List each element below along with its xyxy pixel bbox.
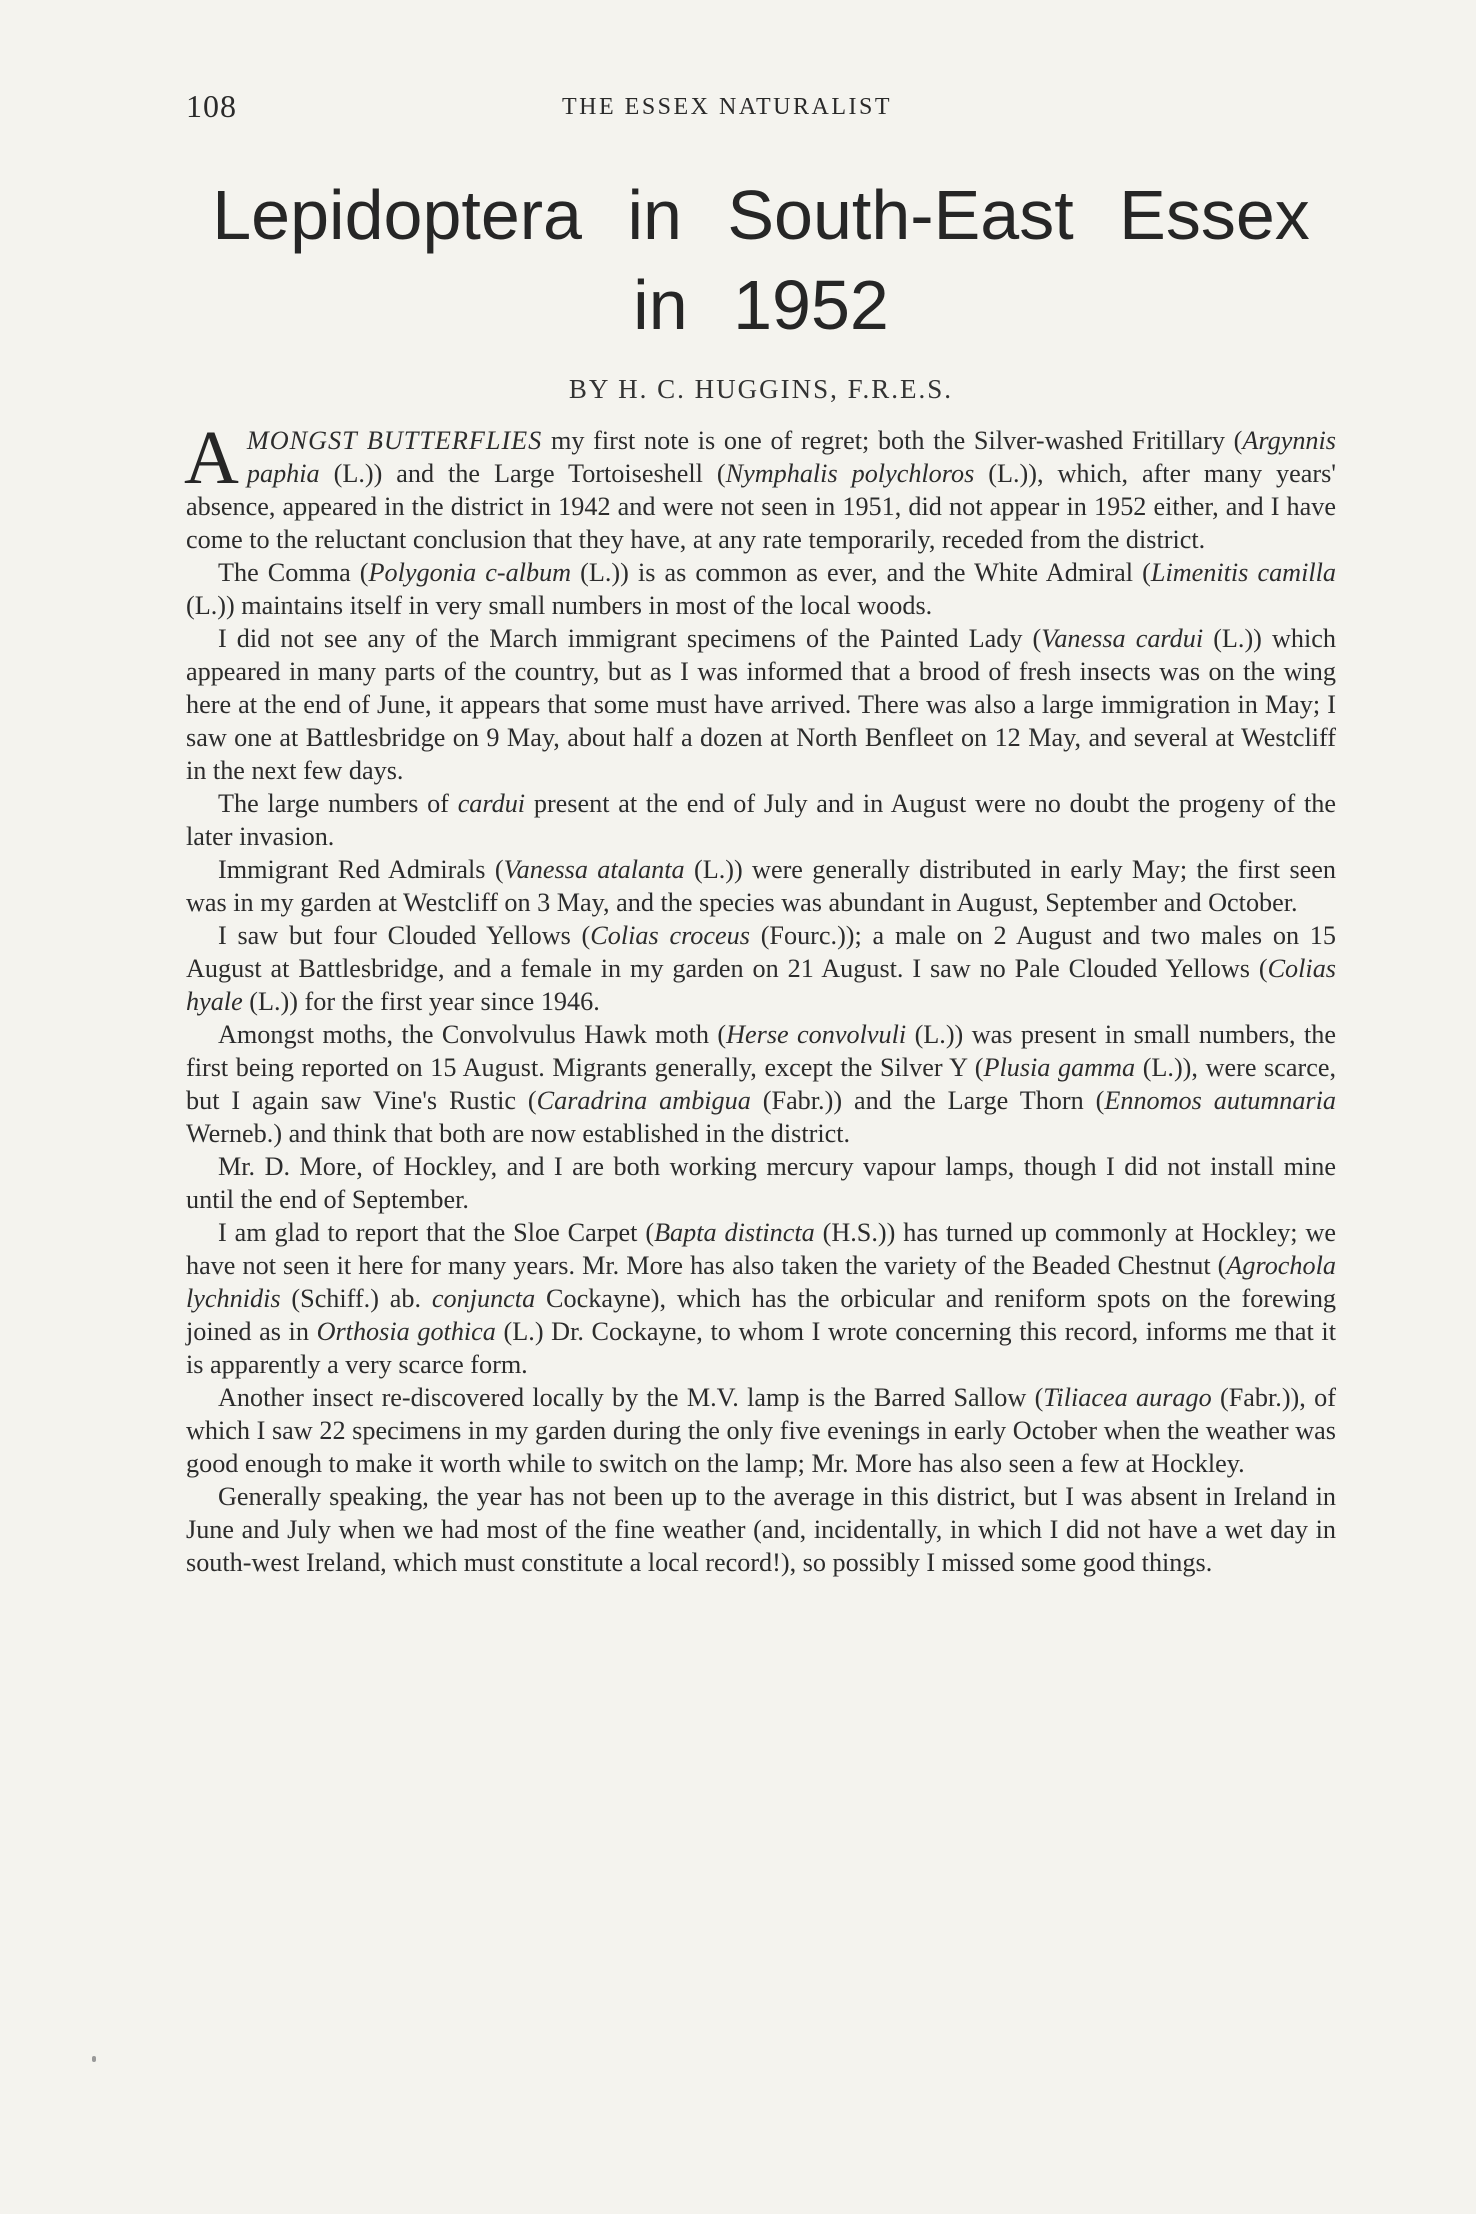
paragraph-1 bbox=[184, 416, 1336, 556]
species-name: Limenitis camilla bbox=[1150, 558, 1336, 587]
text-run: Another insect re-discovered locally by the M.V. lamp is the Barred Sallow ( bbox=[218, 1383, 1044, 1412]
paragraph-4 bbox=[186, 787, 1336, 853]
text-run: (Fabr.)) and the Large Thorn ( bbox=[750, 1086, 1105, 1115]
species-name: Caradrina ambigua bbox=[536, 1086, 751, 1115]
paragraph-10 bbox=[186, 1381, 1336, 1480]
drop-cap: A bbox=[184, 416, 239, 500]
text-run: present at the end of July and in August were no doubt the progeny of the later invasion. bbox=[186, 789, 1336, 851]
text-run: (L.)) maintains itself in very small numbers in most of the local woods. bbox=[186, 591, 933, 620]
species-name: Nymphalis polychloros bbox=[725, 459, 975, 488]
text-run: The large numbers of bbox=[218, 789, 458, 818]
article-title bbox=[186, 170, 1336, 350]
paragraph-2 bbox=[186, 556, 1336, 622]
paper-speck bbox=[92, 2056, 96, 2062]
text-run: I did not see any of the March immigrant specimens of the Painted Lady ( bbox=[218, 624, 1042, 653]
paragraph-8 bbox=[186, 1150, 1336, 1216]
paragraph-5 bbox=[186, 853, 1336, 919]
lead-in: MONGST BUTTERFLIES bbox=[246, 426, 543, 455]
species-name: conjuncta bbox=[431, 1284, 536, 1313]
species-name: Vanessa cardui bbox=[1041, 624, 1204, 653]
text-run: (H.S.)) has turned up commonly at Hockley; we have not seen it here for many years. Mr. More has also taken the variety of the Beaded Chestnut ( bbox=[186, 1218, 1337, 1280]
text-run: Immigrant Red Admirals ( bbox=[218, 855, 504, 884]
text-run: (L.)) was present in small numbers, the first being reported on 15 August. Migrants generally, except the Silver Y ( bbox=[186, 1020, 1336, 1082]
species-name: Tiliacea aurago bbox=[1043, 1383, 1212, 1412]
text-run: Amongst moths, the Convolvulus Hawk moth ( bbox=[218, 1020, 727, 1049]
text-run: I am glad to report that the Sloe Carpet ( bbox=[218, 1218, 655, 1247]
species-name: Orthosia gothica bbox=[316, 1317, 496, 1346]
paragraph-3 bbox=[186, 622, 1336, 787]
paragraph-11 bbox=[186, 1480, 1336, 1579]
species-name: Vanessa atalanta bbox=[503, 855, 685, 884]
article-title-line-1: Lepidoptera in South-East Essex bbox=[212, 176, 1310, 254]
text-run: my first note is one of regret; both the Silver-washed Fritillary ( bbox=[542, 426, 1243, 455]
species-name: cardui bbox=[457, 789, 526, 818]
page-number: 108 bbox=[186, 88, 237, 124]
species-name: Ennomos autumnaria bbox=[1104, 1086, 1336, 1115]
text-run: (Fabr.)), of which I saw 22 specimens in my garden during the only five evenings in early October when the weather was good enough to make it worth while to switch on the lamp; Mr. More has also seen a few at Hockley. bbox=[186, 1383, 1336, 1478]
text-run: Cockayne), which has the orbicular and reniform spots on the forewing joined as in bbox=[186, 1284, 1337, 1346]
text-run: The Comma ( bbox=[218, 558, 369, 587]
article-body bbox=[184, 416, 1337, 1579]
text-run: I saw but four Clouded Yellows ( bbox=[218, 921, 591, 950]
text-run: (L.) Dr. Cockayne, to whom I wrote concerning this record, informs me that it is apparently a very scarce form. bbox=[186, 1317, 1336, 1379]
paragraph-9 bbox=[186, 1216, 1336, 1381]
text-run: Generally speaking, the year has not been up to the average in this district, but I was absent in Ireland in June and July when we had most of the fine weather (and, incidentally, in which I did not have a wet day in south-west Ireland, which must constitute a local record!), so possibly I missed some good things. bbox=[186, 1482, 1336, 1577]
species-name: Plusia gamma bbox=[983, 1053, 1136, 1082]
text-run: Mr. D. More, of Hockley, and I are both working mercury vapour lamps, though I did not install mine until the end of September. bbox=[186, 1152, 1336, 1214]
text-run: (L.)) were generally distributed in early May; the first seen was in my garden at Westcliff on 3 May, and the species was abundant in August, September and October. bbox=[186, 855, 1336, 917]
species-name: Agrochola lychnidis bbox=[186, 1251, 1336, 1313]
text-run: (L.)) for the first year since 1946. bbox=[242, 987, 600, 1016]
author-byline: BY H. C. HUGGINS, F.R.E.S. bbox=[568, 374, 954, 404]
running-head bbox=[186, 88, 1336, 128]
species-name: Bapta distincta bbox=[654, 1218, 815, 1247]
journal-title: THE ESSEX NATURALIST bbox=[562, 94, 892, 120]
species-name: Argynnis paphia bbox=[246, 426, 1336, 488]
text-run: Werneb.) and think that both are now established in the district. bbox=[186, 1119, 851, 1148]
text-run: (Schiff.) ab. bbox=[280, 1284, 432, 1313]
species-name: Colias hyale bbox=[186, 954, 1336, 1016]
text-run: (L.)) is as common as ever, and the White Admiral ( bbox=[571, 558, 1151, 587]
text-run: (L.)), which, after many years' absence, appeared in the district in 1942 and were not seen in 1951, did not appear in 1952 either, and I have come to the reluctant conclusion that they have, at any rate temporarily, receded from the district. bbox=[186, 459, 1336, 554]
species-name: Herse convolvuli bbox=[726, 1020, 907, 1049]
text-run: (L.)) and the Large Tortoiseshell ( bbox=[319, 459, 726, 488]
species-name: Polygonia c-album bbox=[368, 558, 572, 587]
species-name: Colias croceus bbox=[590, 921, 750, 950]
text-run: (Fourc.)); a male on 2 August and two males on 15 August at Battlesbridge, and a female in my garden on 21 August. I saw no Pale Clouded Yellows ( bbox=[186, 921, 1336, 983]
article-title-line-2: in 1952 bbox=[633, 266, 889, 344]
paragraph-7 bbox=[186, 1018, 1336, 1150]
text-run: (L.)) which appeared in many parts of the country, but as I was informed that a brood of fresh insects was on the wing here at the end of June, it appears that some must have arrived. There was also a large immigration in May; I saw one at Battlesbridge on 9 May, about half a dozen at North Benfleet on 12 May, and several at Westcliff in the next few days. bbox=[186, 624, 1336, 785]
paragraph-6 bbox=[186, 919, 1336, 1018]
text-run: (L.)), were scarce, but I again saw Vine's Rustic ( bbox=[186, 1053, 1337, 1115]
